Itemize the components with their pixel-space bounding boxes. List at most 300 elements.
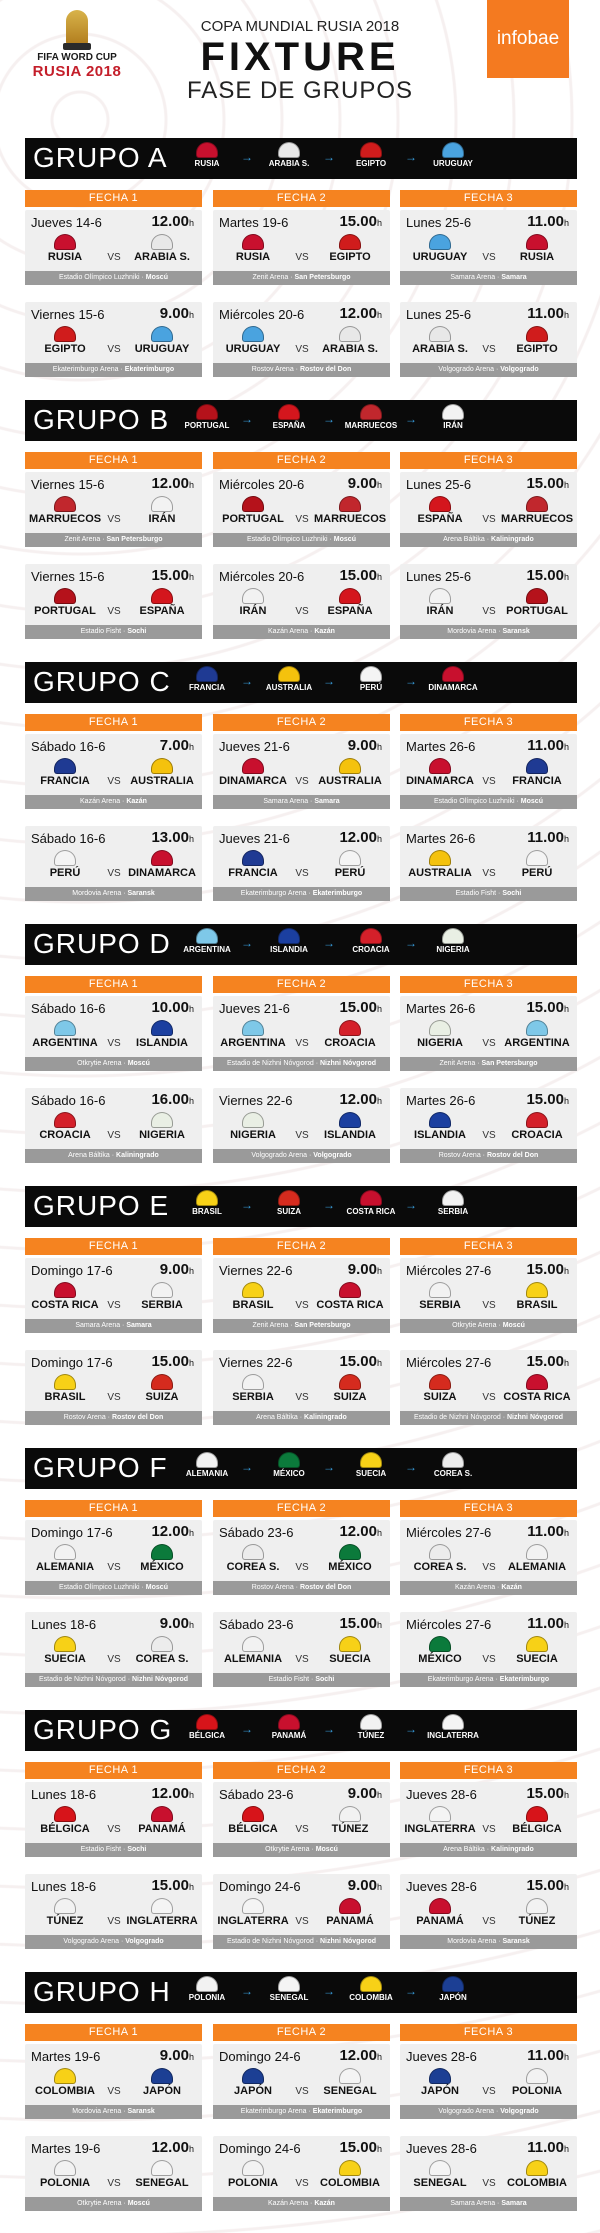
match-date: Jueves 28-6 [406, 1787, 477, 1802]
venue-stadium: Otkrytie Arena [77, 2200, 122, 2207]
vs-label: VS [482, 1392, 496, 1403]
match-time [160, 305, 194, 322]
vs-label: VS [482, 606, 496, 617]
match-card[interactable] [400, 2136, 577, 2211]
logo-line-2: RUSIA 2018 [32, 63, 122, 80]
shirt-icon [526, 850, 548, 866]
shirt-icon [242, 1282, 264, 1298]
away-team-name: MARRUECOS [501, 513, 574, 525]
match-card[interactable] [400, 1350, 577, 1425]
shirt-icon [429, 1020, 451, 1036]
match-time [339, 1091, 382, 1108]
match-card[interactable] [213, 2136, 390, 2211]
vs-label: VS [107, 1392, 121, 1403]
vs-label: VS [482, 1562, 496, 1573]
group-team-name: COSTA RICA [346, 1207, 396, 1216]
match-card[interactable] [25, 1520, 202, 1595]
venue-stadium: Estadio de Nizhni Nóvgorod [413, 1414, 501, 1421]
away-team [314, 1898, 386, 1927]
match-card[interactable] [213, 1088, 390, 1163]
group-teams [177, 1974, 577, 2013]
home-team [217, 326, 289, 355]
away-team-name: DINAMARCA [128, 867, 196, 879]
match-time-value: 15.00 [526, 1261, 564, 1278]
venue-city: Moscú [315, 1846, 338, 1853]
match-card[interactable] [400, 996, 577, 1071]
venue-city: Moscú [502, 1322, 525, 1329]
match-card[interactable] [213, 1782, 390, 1857]
venue-separator: · [484, 1846, 492, 1853]
group-team-name: URUGUAY [433, 159, 473, 168]
match-time-value: 12.00 [339, 2047, 377, 2064]
group-title: GRUPO C [33, 666, 171, 697]
home-team [217, 1374, 289, 1403]
vs-label: VS [482, 1916, 496, 1927]
match-date: Miércoles 27-6 [406, 1617, 492, 1632]
shirt-icon [442, 1190, 464, 1206]
match-card[interactable] [213, 564, 390, 639]
away-team [126, 326, 198, 355]
arrow-right-icon: → [405, 674, 417, 688]
group-team [177, 664, 237, 692]
away-team [501, 326, 573, 355]
match-date: Viernes 15-6 [31, 307, 105, 322]
shirt-icon [442, 142, 464, 158]
match-time-value: 9.00 [159, 1261, 189, 1278]
venue-stadium: Zenit Arena [252, 1322, 289, 1329]
match-card[interactable] [400, 1782, 577, 1857]
group-section [25, 1710, 577, 1945]
match-venue [400, 795, 577, 809]
match-time-unit: h [563, 1096, 569, 1106]
shirt-icon [196, 666, 218, 682]
group-team-name: POLONIA [188, 1993, 226, 2002]
away-team [126, 1020, 198, 1049]
match-date: Jueves 21-6 [219, 831, 290, 846]
venue-separator: · [109, 1152, 117, 1159]
venue-stadium: Rostov Arena [438, 1152, 481, 1159]
match-time-unit: h [376, 480, 382, 490]
shirt-icon [151, 2160, 173, 2176]
match-card[interactable] [213, 472, 390, 547]
match-venue [400, 271, 577, 285]
match-card[interactable] [213, 302, 390, 377]
match-card[interactable] [213, 996, 390, 1071]
shirt-icon [526, 1636, 548, 1652]
group-team [177, 1974, 237, 2002]
venue-separator: · [484, 536, 492, 543]
shirt-icon [429, 326, 451, 342]
match-time-unit: h [188, 1882, 194, 1892]
away-team [501, 234, 573, 263]
match-time-unit: h [188, 1004, 194, 1014]
shirt-icon [442, 1714, 464, 1730]
group-title: GRUPO F [33, 1452, 168, 1483]
shirt-icon [339, 2160, 361, 2176]
match-date: Miércoles 27-6 [406, 1263, 492, 1278]
venue-stadium: Estadio Olímpico Luzhniki [59, 1584, 140, 1591]
home-team [404, 1282, 476, 1311]
match-time-unit: h [188, 1620, 194, 1630]
venue-separator: · [308, 628, 315, 635]
away-team-name: ARGENTINA [504, 1037, 570, 1049]
venue-stadium: Volgogrado Arena [63, 1938, 120, 1945]
away-team-name: SENEGAL [323, 2085, 377, 2097]
title-block [150, 18, 450, 105]
match-time-unit: h [563, 1358, 569, 1368]
venue-separator: · [327, 536, 334, 543]
match-card[interactable] [25, 826, 202, 901]
shirt-icon [196, 404, 218, 420]
shirt-icon [242, 326, 264, 342]
match-card[interactable] [25, 564, 202, 639]
match-venue [25, 795, 202, 809]
shirt-icon [151, 1374, 173, 1390]
shirt-icon [429, 758, 451, 774]
match-card[interactable] [400, 734, 577, 809]
match-card[interactable] [213, 2044, 390, 2119]
venue-stadium: Arena Báltika [256, 1414, 298, 1421]
fecha-column [213, 714, 390, 897]
vs-label: VS [295, 1562, 309, 1573]
match-venue [25, 887, 202, 901]
venue-separator: · [313, 1060, 320, 1067]
match-venue [25, 1581, 202, 1595]
match-card[interactable] [213, 210, 390, 285]
match-card[interactable] [400, 564, 577, 639]
fecha-column [25, 1500, 202, 1683]
match-card[interactable] [213, 1612, 390, 1687]
match-card[interactable] [25, 1612, 202, 1687]
match-card[interactable] [400, 1088, 577, 1163]
match-card[interactable] [25, 2136, 202, 2211]
match-date: Jueves 28-6 [406, 1879, 477, 1894]
venue-separator: · [306, 2108, 313, 2115]
match-card[interactable] [400, 1520, 577, 1595]
arrow-right-icon: → [405, 936, 417, 950]
vs-label: VS [107, 1130, 121, 1141]
group-team-name: ARGENTINA [183, 945, 231, 954]
venue-separator: · [297, 1414, 305, 1421]
fecha-column [25, 976, 202, 1159]
match-card[interactable] [25, 472, 202, 547]
match-venue [25, 363, 202, 377]
match-date: Domingo 24-6 [219, 2141, 301, 2156]
shirt-icon [242, 1898, 264, 1914]
away-team [314, 496, 386, 525]
vs-label: VS [295, 1038, 309, 1049]
match-date: Domingo 17-6 [31, 1355, 113, 1370]
match-time-unit: h [376, 834, 382, 844]
vs-label: VS [482, 514, 496, 525]
fecha-header: FECHA 1 [25, 452, 202, 469]
match-time-unit: h [563, 2144, 569, 2154]
shirt-icon [278, 928, 300, 944]
venue-separator: · [494, 2108, 501, 2115]
away-team [501, 496, 573, 525]
match-card[interactable] [25, 1874, 202, 1949]
match-time-unit: h [188, 1358, 194, 1368]
match-time [526, 1353, 569, 1370]
vs-label: VS [482, 1824, 496, 1835]
venue-stadium: Estadio Olímpico Luzhniki [434, 798, 515, 805]
vs-label: VS [295, 1130, 309, 1141]
match-time-unit: h [376, 572, 382, 582]
group-teams [177, 140, 577, 179]
home-team-name: JAPÓN [234, 2085, 272, 2097]
shirt-icon [196, 1976, 218, 1992]
match-card[interactable] [213, 1350, 390, 1425]
home-team [404, 326, 476, 355]
match-card[interactable] [400, 826, 577, 901]
venue-city: Moscú [145, 274, 168, 281]
home-team-name: DINAMARCA [406, 775, 474, 787]
shirt-icon [526, 1282, 548, 1298]
shirt-icon [360, 142, 382, 158]
match-card[interactable] [25, 996, 202, 1071]
match-time [526, 1877, 569, 1894]
away-team [126, 1374, 198, 1403]
match-card[interactable] [25, 1088, 202, 1163]
venue-separator: · [500, 1414, 507, 1421]
away-team-name: ARABIA S. [134, 251, 190, 263]
venue-city: Volgogrado [500, 2108, 539, 2115]
fecha-header: FECHA 2 [213, 452, 390, 469]
match-card[interactable] [25, 1258, 202, 1333]
match-date: Sábado 16-6 [31, 1093, 106, 1108]
shirt-icon [526, 1112, 548, 1128]
home-team-name: URUGUAY [412, 251, 468, 263]
group-team-name: EGIPTO [355, 159, 387, 168]
match-time [160, 1615, 194, 1632]
home-team-name: SENEGAL [413, 2177, 467, 2189]
shirt-icon [429, 1374, 451, 1390]
home-team-name: COSTA RICA [31, 1299, 99, 1311]
home-team-name: ISLANDIA [414, 1129, 466, 1141]
match-time-value: 9.00 [347, 1261, 377, 1278]
shirt-icon [196, 1190, 218, 1206]
match-date: Viernes 22-6 [219, 1355, 293, 1370]
fecha-header: FECHA 3 [400, 2024, 577, 2041]
match-card[interactable] [25, 210, 202, 285]
match-venue [25, 1843, 202, 1857]
match-time-unit: h [376, 1004, 382, 1014]
match-time-unit: h [188, 2052, 194, 2062]
match-date: Lunes 18-6 [31, 1879, 97, 1894]
shirt-icon [54, 1636, 76, 1652]
shirt-icon [526, 326, 548, 342]
away-team-name: PERÚ [521, 867, 553, 879]
match-date: Sábado 23-6 [219, 1787, 294, 1802]
match-venue [25, 2197, 202, 2211]
group-header-bar [25, 1972, 577, 2013]
match-time-unit: h [188, 834, 194, 844]
shirt-icon [54, 1112, 76, 1128]
match-time-value: 9.00 [159, 1615, 189, 1632]
home-team [217, 850, 289, 879]
fecha-column [25, 1238, 202, 1421]
away-team-name: SENEGAL [135, 2177, 189, 2189]
venue-separator: · [313, 1938, 320, 1945]
match-date: Lunes 18-6 [31, 1787, 97, 1802]
match-card[interactable] [400, 2044, 577, 2119]
match-card[interactable] [25, 1350, 202, 1425]
shirt-icon [429, 1898, 451, 1914]
match-venue [400, 625, 577, 639]
match-card[interactable] [25, 2044, 202, 2119]
match-card[interactable] [400, 302, 577, 377]
away-team [314, 1112, 386, 1141]
match-card[interactable] [400, 1612, 577, 1687]
shirt-icon [429, 850, 451, 866]
match-card[interactable] [25, 1782, 202, 1857]
shirt-icon [429, 1282, 451, 1298]
home-team [404, 758, 476, 787]
home-team-name: RUSIA [235, 251, 271, 263]
shirt-icon [54, 326, 76, 342]
match-time [348, 1877, 382, 1894]
venue-city: San Petersburgo [294, 274, 351, 281]
match-card[interactable] [213, 826, 390, 901]
group-team [341, 140, 401, 168]
match-card[interactable] [213, 1520, 390, 1595]
shirt-icon [339, 758, 361, 774]
shirt-icon [54, 496, 76, 512]
shirt-icon [54, 758, 76, 774]
match-card[interactable] [213, 1258, 390, 1333]
fecha-header: FECHA 3 [400, 976, 577, 993]
match-card[interactable] [25, 302, 202, 377]
match-venue [213, 1935, 390, 1949]
shirt-icon [526, 1806, 548, 1822]
group-section [25, 138, 577, 373]
arrow-right-icon: → [405, 412, 417, 426]
match-time-unit: h [188, 742, 194, 752]
match-date: Martes 19-6 [219, 215, 289, 230]
match-card[interactable] [400, 1874, 577, 1949]
match-card[interactable] [213, 734, 390, 809]
match-card[interactable] [400, 472, 577, 547]
vs-label: VS [295, 1654, 309, 1665]
match-time [526, 1091, 569, 1108]
group-team-name: COLOMBIA [349, 1993, 393, 2002]
match-time-unit: h [188, 1528, 194, 1538]
home-team-name: BÉLGICA [40, 1823, 90, 1835]
home-team [404, 496, 476, 525]
match-card[interactable] [400, 210, 577, 285]
venue-stadium: Kazán Arena [80, 798, 121, 805]
shirt-icon [242, 1544, 264, 1560]
home-team [404, 2160, 476, 2189]
venue-stadium: Zenit Arena [252, 274, 289, 281]
match-date: Martes 19-6 [31, 2141, 101, 2156]
fecha-column [400, 714, 577, 897]
venue-separator: · [496, 1322, 503, 1329]
away-team-name: AUSTRALIA [318, 775, 382, 787]
away-team [501, 1374, 573, 1403]
venue-stadium: Kazán Arena [455, 1584, 496, 1591]
group-team-name: AUSTRALIA [265, 683, 313, 692]
match-time-value: 7.00 [159, 737, 189, 754]
match-venue [213, 1581, 390, 1595]
match-time [348, 1785, 382, 1802]
match-time [527, 1615, 569, 1632]
match-time [151, 2139, 194, 2156]
away-team-name: TÚNEZ [331, 1823, 369, 1835]
match-time [527, 305, 569, 322]
vs-label: VS [295, 1392, 309, 1403]
home-team-name: MARRUECOS [29, 513, 102, 525]
venue-separator: · [306, 890, 313, 897]
venue-stadium: Samara Arena [75, 1322, 121, 1329]
match-card[interactable] [213, 1874, 390, 1949]
match-venue [400, 363, 577, 377]
shirt-icon [151, 588, 173, 604]
group-team-name: ISLANDIA [270, 945, 308, 954]
match-time-value: 9.00 [159, 305, 189, 322]
home-team-name: AUSTRALIA [408, 867, 472, 879]
match-venue [25, 1673, 202, 1687]
fecha-header: FECHA 1 [25, 190, 202, 207]
shirt-icon [242, 1374, 264, 1390]
away-team [314, 1544, 386, 1573]
match-venue [400, 1057, 577, 1071]
match-time [151, 1877, 194, 1894]
venue-stadium: Samara Arena [263, 798, 309, 805]
group-team [259, 402, 319, 430]
group-team [423, 1712, 483, 1740]
venue-city: Kaliningrado [491, 536, 534, 543]
home-team-name: NIGERIA [417, 1037, 463, 1049]
match-card[interactable] [25, 734, 202, 809]
venue-stadium: Volgogrado Arena [438, 366, 495, 373]
group-team [341, 664, 401, 692]
away-team [126, 850, 198, 879]
vs-label: VS [295, 606, 309, 617]
shirt-icon [196, 1452, 218, 1468]
match-time-unit: h [563, 310, 569, 320]
fecha-column [213, 1762, 390, 1945]
group-team [177, 1188, 237, 1216]
group-team-name: SERBIA [437, 1207, 469, 1216]
match-time [339, 567, 382, 584]
shirt-icon [242, 1636, 264, 1652]
match-time [151, 1523, 194, 1540]
venue-stadium: Mordovia Arena [72, 890, 122, 897]
home-team [217, 2068, 289, 2097]
vs-label: VS [295, 2178, 309, 2189]
match-time-unit: h [376, 1266, 382, 1276]
fecha-header: FECHA 2 [213, 1238, 390, 1255]
shirt-icon [429, 1112, 451, 1128]
venue-separator: · [293, 366, 300, 373]
shirt-icon [54, 1806, 76, 1822]
match-time [339, 999, 382, 1016]
group-title: GRUPO B [33, 404, 170, 435]
venue-city: Nizhni Nóvgorod [507, 1414, 563, 1421]
venue-stadium: Kazán Arena [268, 628, 309, 635]
home-team-name: NIGERIA [230, 1129, 276, 1141]
home-team [404, 850, 476, 879]
match-time-value: 15.00 [339, 999, 377, 1016]
venue-stadium: Ekaterimburgo Arena [240, 2108, 307, 2115]
match-date: Miércoles 20-6 [219, 477, 305, 492]
shirt-icon [54, 850, 76, 866]
group-section [25, 924, 577, 1159]
match-card[interactable] [400, 1258, 577, 1333]
venue-stadium: Rostov Arena [251, 1584, 294, 1591]
shirt-icon [526, 758, 548, 774]
